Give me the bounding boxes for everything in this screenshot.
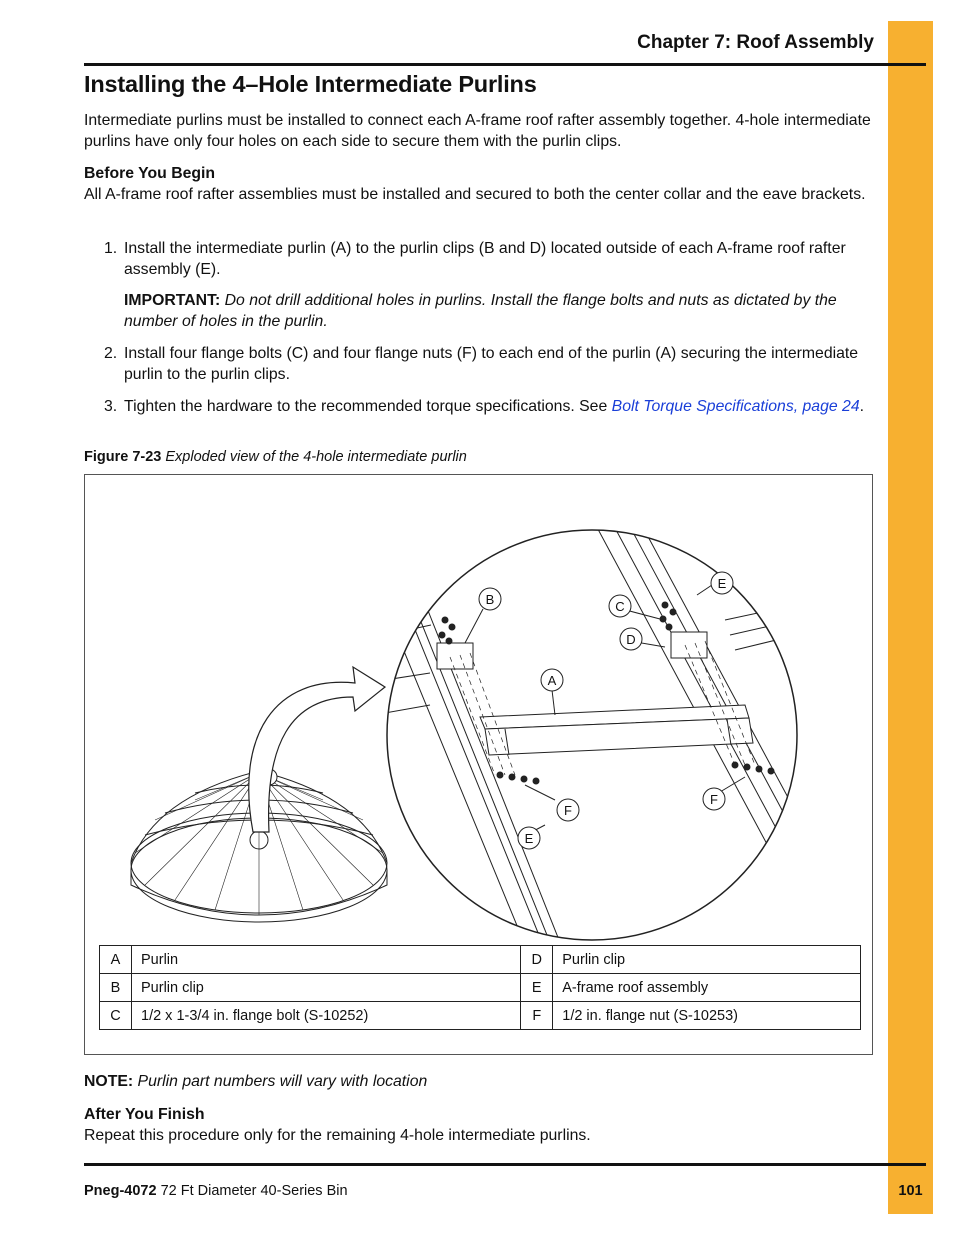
torque-spec-link[interactable]: Bolt Torque Specifications, page 24 bbox=[611, 398, 860, 415]
parts-legend-table bbox=[99, 945, 861, 1030]
callout-d: D bbox=[626, 632, 636, 647]
important-text: Do not drill additional holes in purlins. Install the flange bolts and nuts as dictated by the number of holes in the purlin. bbox=[124, 292, 837, 330]
callout-e: E bbox=[717, 576, 727, 591]
legend-desc: 1/2 x 1-3/4 in. flange bolt (S-10252) bbox=[132, 1002, 521, 1030]
before-text: All A-frame roof rafter assemblies must be installed and secured to both the center collar and the eave brackets. bbox=[84, 186, 866, 203]
doc-description: 72 Ft Diameter 40-Series Bin bbox=[156, 1183, 348, 1199]
step-3 bbox=[104, 397, 864, 418]
step-number: 1. bbox=[104, 240, 118, 257]
legend-key: D bbox=[521, 946, 553, 974]
legend-desc: Purlin clip bbox=[132, 974, 521, 1002]
legend-desc: Purlin clip bbox=[553, 946, 861, 974]
footer-rule bbox=[84, 1163, 926, 1166]
chapter-tab-bar bbox=[888, 21, 933, 1214]
figure-frame bbox=[84, 474, 873, 1055]
page-title: Installing the 4–Hole Intermediate Purlins bbox=[84, 71, 537, 97]
legend-key: F bbox=[521, 1002, 553, 1030]
after-text: Repeat this procedure only for the remaining 4-hole intermediate purlins. bbox=[84, 1127, 591, 1144]
before-heading: Before You Begin bbox=[84, 165, 216, 182]
note-label: NOTE: bbox=[84, 1073, 134, 1090]
table-row bbox=[100, 1002, 861, 1030]
legend-key: E bbox=[521, 974, 553, 1002]
note-text: Purlin part numbers will vary with location bbox=[137, 1073, 428, 1090]
callout-c: C bbox=[615, 599, 625, 614]
doc-number: Pneg-4072 bbox=[84, 1183, 157, 1199]
note bbox=[84, 1073, 427, 1091]
callout-a: A bbox=[547, 673, 557, 688]
after-heading: After You Finish bbox=[84, 1106, 205, 1123]
step-1 bbox=[104, 239, 864, 280]
step-text: Install the intermediate purlin (A) to the purlin clips (B and D) located outside of each A-frame roof rafter assembly (E). bbox=[124, 240, 846, 278]
step-number: 2. bbox=[104, 345, 118, 362]
callout-b: B bbox=[485, 592, 495, 607]
legend-key: C bbox=[100, 1002, 132, 1030]
legend-desc: A-frame roof assembly bbox=[553, 974, 861, 1002]
header-rule bbox=[84, 63, 926, 66]
step-number: 3. bbox=[104, 398, 118, 415]
step-2 bbox=[104, 344, 864, 385]
intro-paragraph: Intermediate purlins must be installed to connect each A-frame roof rafter assembly together. 4-hole intermediate purlins have only four holes on each side to secure them with the purlin clips. bbox=[84, 112, 871, 150]
figure-caption bbox=[84, 449, 467, 465]
zoom-arrow bbox=[249, 667, 385, 832]
step-text: Install four flange bolts (C) and four flange nuts (F) to each end of the purlin (A) securing the intermediate purlin to the purlin clips. bbox=[124, 345, 859, 383]
step-text: Tighten the hardware to the recommended torque specifications. See bbox=[124, 398, 612, 415]
callout-f: F bbox=[710, 792, 718, 807]
important-notice bbox=[124, 290, 864, 332]
purlin-exploded-illustration bbox=[85, 475, 872, 945]
legend-desc: 1/2 in. flange nut (S-10253) bbox=[553, 1002, 861, 1030]
page-number: 101 bbox=[898, 1183, 923, 1199]
legend-key: A bbox=[100, 946, 132, 974]
table-row bbox=[100, 946, 861, 974]
legend-desc: Purlin bbox=[132, 946, 521, 974]
figure-number: Figure 7-23 bbox=[84, 449, 162, 465]
chapter-title: Chapter 7: Roof Assembly bbox=[637, 32, 874, 53]
important-label: IMPORTANT: bbox=[124, 292, 221, 309]
callout-f: F bbox=[564, 803, 572, 818]
table-row bbox=[100, 974, 861, 1002]
figure-caption-text: Exploded view of the 4-hole intermediate purlin bbox=[165, 449, 467, 465]
legend-key: B bbox=[100, 974, 132, 1002]
footer-doc-info bbox=[84, 1183, 348, 1199]
step-text-end: . bbox=[859, 398, 864, 415]
callout-e: E bbox=[524, 831, 534, 846]
